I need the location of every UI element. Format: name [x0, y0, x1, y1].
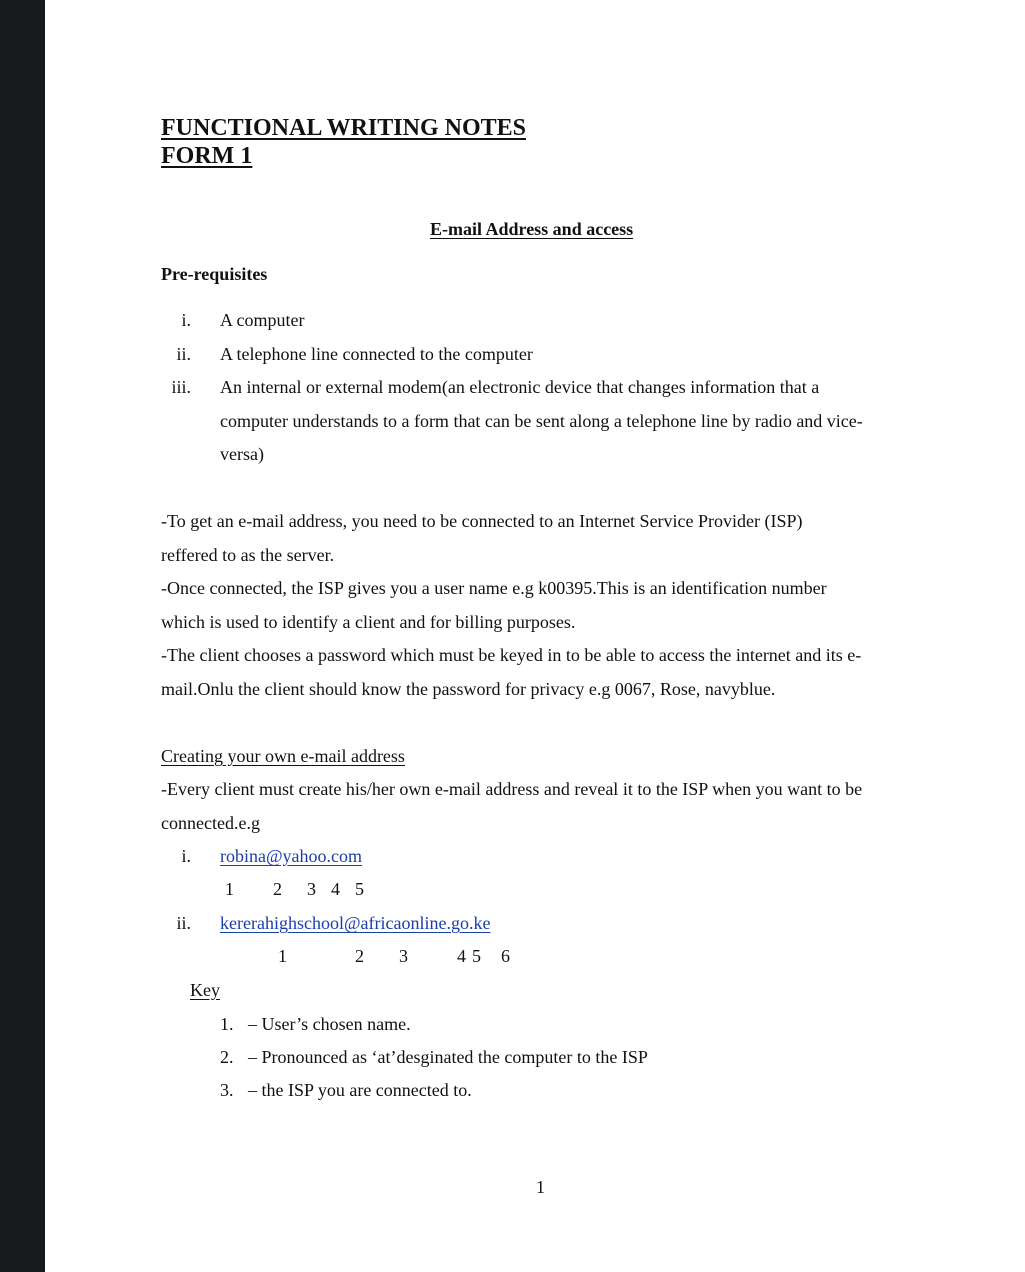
list-item-continuation: versa) — [220, 444, 264, 464]
key-item: – User’s chosen name. — [248, 1014, 411, 1034]
list-marker: i. — [181, 310, 191, 330]
email-link-kererahighschool[interactable]: kererahighschool@africaonline.go.ke — [220, 913, 491, 933]
paragraph-line: -Once connected, the ISP gives you a user name e.g k00395.This is an identification number — [161, 578, 827, 598]
paragraph-line: which is used to identify a client and for billing purposes. — [161, 612, 576, 632]
part-number: 2 — [355, 946, 364, 966]
creating-heading: Creating your own e-mail address — [161, 746, 405, 766]
part-number: 4 — [331, 879, 340, 899]
key-item: – the ISP you are connected to. — [248, 1080, 472, 1100]
list-item-continuation: computer understands to a form that can be sent along a telephone line by radio and vice- — [220, 411, 863, 431]
key-item: – Pronounced as ‘at’desginated the computer to the ISP — [248, 1047, 648, 1067]
paragraph-line: connected.e.g — [161, 813, 260, 833]
part-number: 3 — [307, 879, 316, 899]
left-dark-margin — [0, 0, 45, 1272]
part-number: 1 — [225, 879, 234, 899]
list-marker: i. — [181, 846, 191, 866]
paragraph-line: -To get an e-mail address, you need to be connected to an Internet Service Provider (ISP) — [161, 511, 803, 531]
key-marker: 3. — [220, 1080, 234, 1100]
section-heading: E-mail Address and access — [430, 219, 634, 239]
list-item: An internal or external modem(an electronic device that changes information that a — [220, 377, 820, 397]
list-marker: ii. — [176, 344, 191, 364]
part-number: 6 — [501, 946, 510, 966]
part-number: 5 — [472, 946, 481, 966]
key-heading: Key — [190, 980, 220, 1000]
prerequisites-heading: Pre-requisites — [161, 264, 268, 284]
list-marker: iii. — [171, 377, 191, 397]
part-number: 5 — [355, 879, 364, 899]
paragraph-line: -The client chooses a password which must be keyed in to be able to access the internet and its e- — [161, 645, 862, 665]
list-item: A computer — [220, 310, 305, 330]
paragraph-line: -Every client must create his/her own e-mail address and reveal it to the ISP when you want to be — [161, 779, 863, 799]
list-item: A telephone line connected to the computer — [220, 344, 533, 364]
document-page — [45, 0, 1025, 1272]
document-subtitle: FORM 1 — [161, 143, 253, 169]
part-number: 2 — [273, 879, 282, 899]
paragraph-line: reffered to as the server. — [161, 545, 335, 565]
paragraph-line: mail.Onlu the client should know the password for privacy e.g 0067, Rose, navyblue. — [161, 679, 776, 699]
page-number: 1 — [536, 1177, 545, 1197]
part-number: 1 — [278, 946, 287, 966]
key-marker: 2. — [220, 1047, 234, 1067]
key-marker: 1. — [220, 1014, 234, 1034]
part-number: 3 — [399, 946, 408, 966]
part-number: 4 — [457, 946, 466, 966]
document-title: FUNCTIONAL WRITING NOTES — [161, 115, 526, 141]
list-marker: ii. — [176, 913, 191, 933]
email-link-robina[interactable]: robina@yahoo.com — [220, 846, 363, 866]
